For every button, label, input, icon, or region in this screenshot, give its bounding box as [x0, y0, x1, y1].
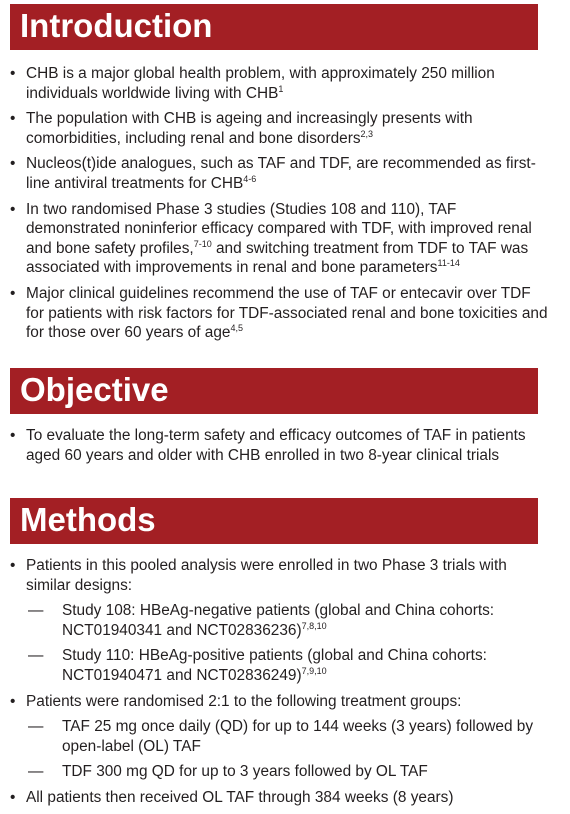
- list-item: • Patients were randomised 2:1 to the following treatment groups:: [10, 692, 462, 710]
- objective-heading: Objective: [10, 368, 538, 414]
- list-item: • The population with CHB is ageing and increasingly presents with comorbidities, including renal and bone disorders$^{2,3}$: [10, 110, 473, 147]
- list-item: • Patients in this pooled analysis were enrolled in two Phase 3 trials with similar designs:: [10, 557, 507, 594]
- sub-list-item: — Study 108: HBeAg-negative patients (global and China cohorts: NCT01940341 and NCT02836236)$^{7,8,10}$: [28, 602, 495, 639]
- dash-icon: —: [28, 602, 44, 620]
- bullet-icon: •: [10, 200, 16, 218]
- bullet-icon: •: [10, 155, 16, 173]
- list-item: • CHB is a major global health problem, with approximately 250 million individuals worldwide living with CHB$^1$: [10, 65, 495, 102]
- sub-list-item: — TDF 300 mg QD for up to 3 years followed by OL TAF: [28, 763, 428, 781]
- list-item: • Major clinical guidelines recommend the use of TAF or entecavir over TDF for patients with risk factors for TDF-associated renal and bone toxicities and for those over 60 years of age$^{4,5}$: [10, 284, 548, 342]
- list-item: • All patients then received OL TAF through 384 weeks (8 years): [10, 788, 454, 806]
- sub-list-item: — Study 110: HBeAg-positive patients (global and China cohorts: NCT01940471 and NCT02836249)$^{7,9,10}$: [28, 647, 487, 684]
- bullet-icon: •: [10, 692, 16, 710]
- bullet-icon: •: [10, 557, 16, 574]
- dash-icon: —: [28, 647, 44, 665]
- list-item: • To evaluate the long-term safety and efficacy outcomes of TAF in patients aged 60 years and older with CHB enrolled in two 8-year clinical trials: [10, 427, 526, 464]
- dash-icon: —: [28, 718, 44, 736]
- objective-list: [0, 426, 552, 471]
- dash-icon: —: [28, 763, 44, 781]
- introduction-list: [0, 64, 552, 349]
- bullet-icon: •: [10, 284, 16, 302]
- bullet-icon: •: [10, 427, 16, 444]
- methods-list: [0, 556, 552, 814]
- introduction-heading: Introduction: [10, 4, 538, 50]
- list-item: • In two randomised Phase 3 studies (Studies 108 and 110), TAF demonstrated noninferior efficacy compared with TDF, with improved renal and bone safety profiles,$^{7-10}$ and switching treatment from TDF to TAF was associated with improvements in renal and bone parameters$^{11-14}$: [10, 200, 532, 277]
- sub-list-item: — TAF 25 mg once daily (QD) for up to 144 weeks (3 years) followed by open-label (OL) TAF: [28, 718, 534, 755]
- list-item: • Nucleos(t)ide analogues, such as TAF and TDF, are recommended as first-line antiviral treatments for CHB$^{4-6}$: [10, 155, 536, 192]
- bullet-icon: •: [10, 110, 16, 128]
- bullet-icon: •: [10, 65, 16, 82]
- methods-heading: Methods: [10, 498, 538, 544]
- bullet-icon: •: [10, 788, 16, 806]
